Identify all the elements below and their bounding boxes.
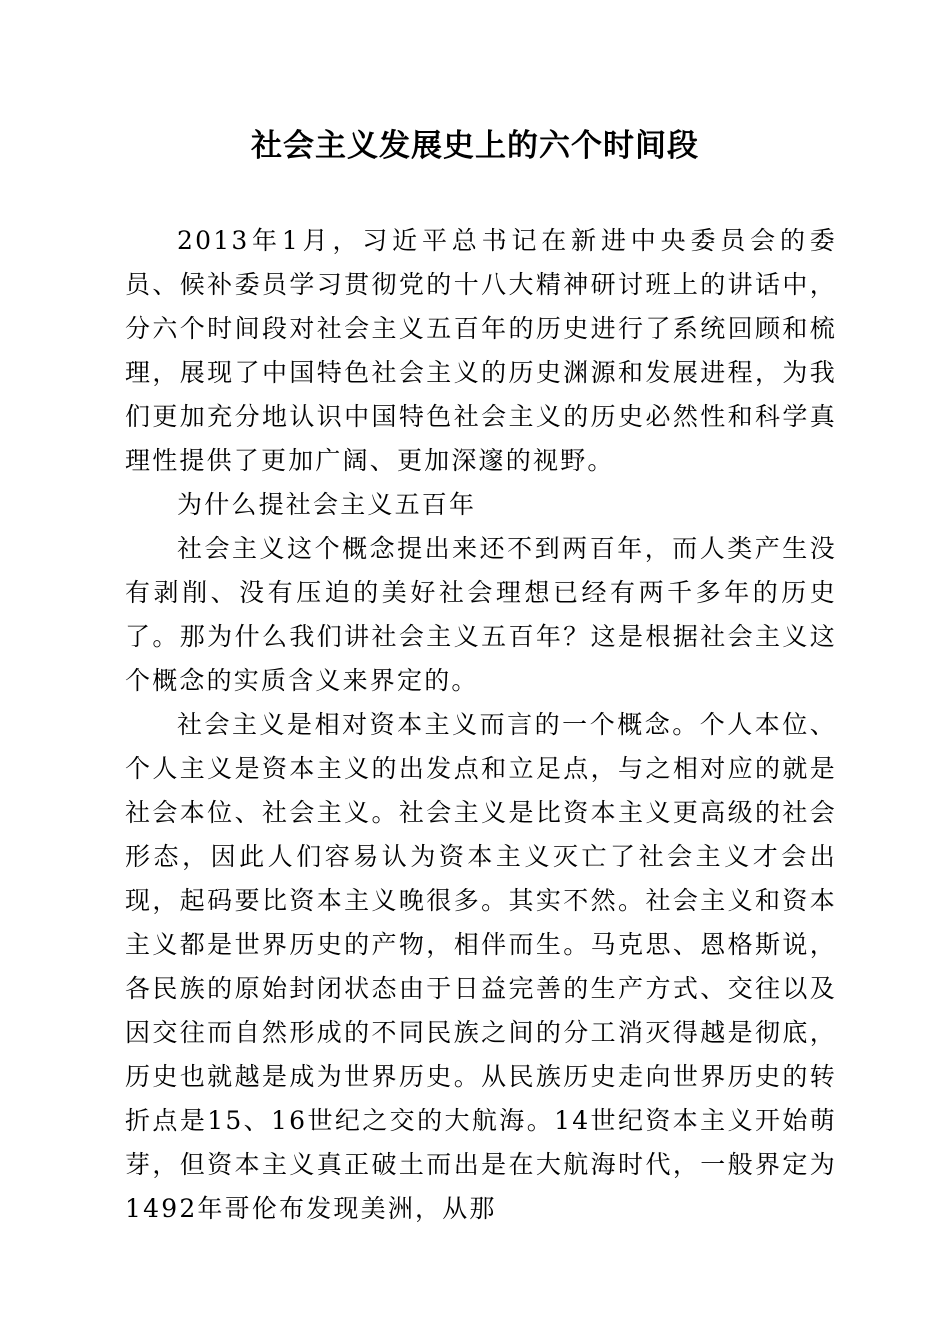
paragraph-history: 社会主义是相对资本主义而言的一个概念。个人本位、个人主义是资本主义的出发点和立足点，与之相对应的就是社会本位、社会主义。社会主义是比资本主义更高级的社会形态，因此人们容易认为资本主义灭亡了社会主义才会出现，起码要比资本主义晚很多。其实不然。社会主义和资本主义都是世界历史的产物，相伴而生。马克思、恩格斯说，各民族的原始封闭状态由于日益完善的生产方式、交往以及因交往而自然形成的不同民族之间的分工消灭得越是彻底，历史也就越是成为世界历史。从民族历史走向世界历史的转折点是15、16世纪之交的大航海。14世纪资本主义开始萌芽，但资本主义真正破土而出是在大航海时代，一般界定为1492年哥伦布发现美洲，从那	[125, 710, 837, 1223]
document-title: 社会主义发展史上的六个时间段	[251, 128, 699, 164]
paragraph-intro: 2013年1月，习近平总书记在新进中央委员会的委员、候补委员学习贯彻党的十八大精神研讨班上的讲话中，分六个时间段对社会主义五百年的历史进行了系统回顾和梳理，展现了中国特色社会主义的历史渊源和发展进程，为我们更加充分地认识中国特色社会主义的历史必然性和科学真理性提供了更加广阔、更加深邃的视野。	[125, 226, 837, 475]
section-heading: 为什么提社会主义五百年	[177, 490, 477, 519]
document-body	[125, 219, 837, 1231]
paragraph-concept: 社会主义这个概念提出来还不到两百年，而人类产生没有剥削、没有压迫的美好社会理想已经有两千多年的历史了。那为什么我们讲社会主义五百年？这是根据社会主义这个概念的实质含义来界定的。	[125, 534, 837, 695]
